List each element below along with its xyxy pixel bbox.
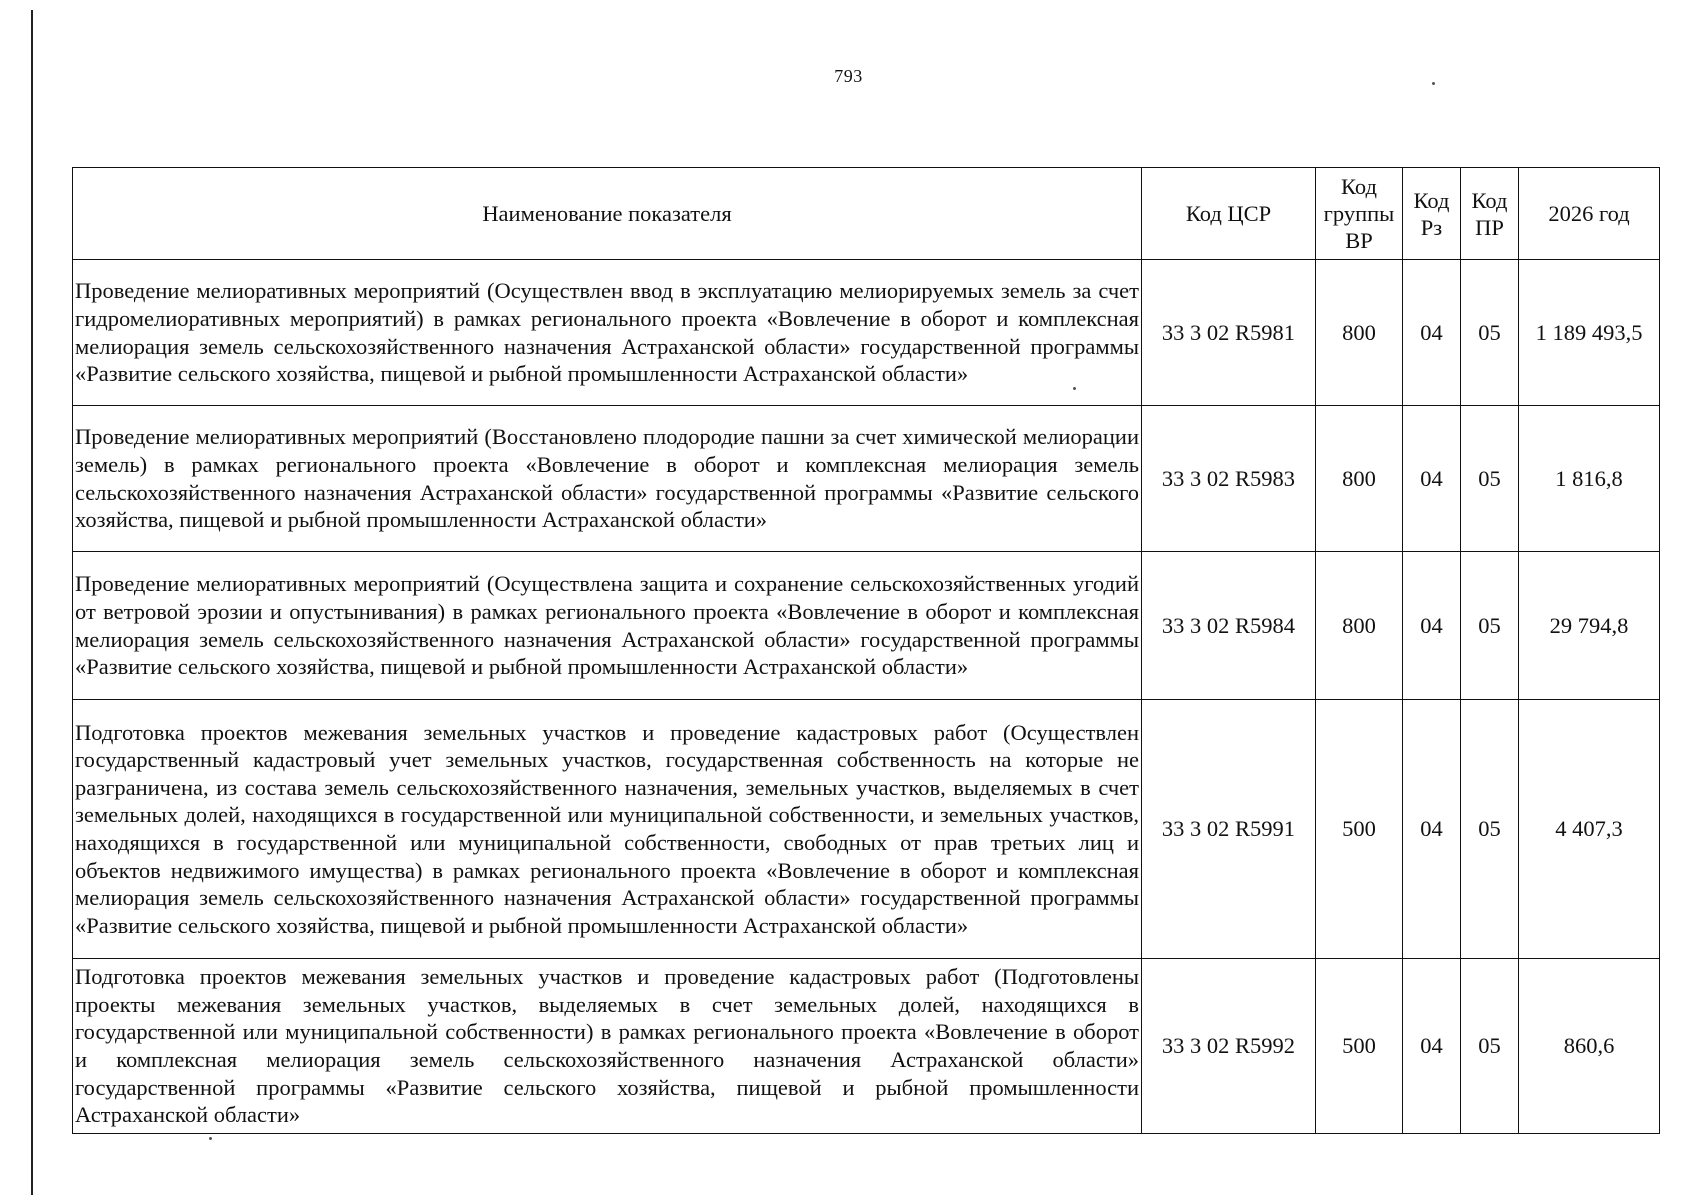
row-amount: 4 407,3 (1519, 700, 1660, 959)
header-vr-code: Код группы ВР (1316, 168, 1403, 260)
table-header-row (73, 168, 1660, 260)
table-row (73, 260, 1660, 406)
row-amount: 860,6 (1519, 959, 1660, 1134)
row-amount: 1 189 493,5 (1519, 260, 1660, 406)
row-pr-code: 05 (1461, 406, 1519, 552)
header-indicator-name: Наименование показателя (73, 168, 1142, 260)
budget-table (72, 167, 1660, 1134)
row-vr-code: 800 (1316, 260, 1403, 406)
page-number: 793 (834, 66, 863, 86)
table-row (73, 406, 1660, 552)
row-indicator-name: Проведение мелиоративных мероприятий (Осуществлен ввод в эксплуатацию мелиорируемых земель за счет гидромелиоративных мероприятий) в рамках регионального проекта «Вовлечение в оборот и комплексная мелиорация земель сельскохозяйственного назначения Астраханской области» государственной программы «Развитие сельского хозяйства, пищевой и рыбной промышленности Астраханской области» (73, 260, 1142, 406)
row-csr-code: 33 3 02 R5992 (1142, 959, 1316, 1134)
row-pr-code: 05 (1461, 260, 1519, 406)
row-rz-code: 04 (1403, 406, 1461, 552)
row-rz-code: 04 (1403, 552, 1461, 700)
scan-speck (1432, 82, 1435, 85)
scan-speck (209, 1137, 212, 1140)
row-vr-code: 500 (1316, 700, 1403, 959)
table-row (73, 700, 1660, 959)
row-indicator-name: Проведение мелиоративных мероприятий (Осуществлена защита и сохранение сельскохозяйственных угодий от ветровой эрозии и опустынивания) в рамках регионального проекта «Вовлечение в оборот и комплексная мелиорация земель сельскохозяйственного назначения Астраханской области» государственной программы «Развитие сельского хозяйства, пищевой и рыбной промышленности Астраханской области» (73, 552, 1142, 700)
header-year-2026: 2026 год (1519, 168, 1660, 260)
row-indicator-name: Подготовка проектов межевания земельных участков и проведение кадастровых работ (Осуществлен государственный кадастровый учет земельных участков, государственная собственность на которые не разграничена, из состава земель сельскохозяйственного назначения, земельных участков, выделяемых в счет земельных долей, находящихся в государственной или муниципальной собственности, и земельных участков, находящихся в государственной или муниципальной собственности, свободных от прав третьих лиц и объектов недвижимого имущества) в рамках регионального проекта «Вовлечение в оборот и комплексная мелиорация земель сельскохозяйственного назначения Астраханской области» государственной программы «Развитие сельского хозяйства, пищевой и рыбной промышленности Астраханской области» (73, 700, 1142, 959)
row-pr-code: 05 (1461, 959, 1519, 1134)
row-csr-code: 33 3 02 R5991 (1142, 700, 1316, 959)
row-indicator-name: Проведение мелиоративных мероприятий (Восстановлено плодородие пашни за счет химической мелиорации земель) в рамках регионального проекта «Вовлечение в оборот и комплексная мелиорация земель сельскохозяйственного назначения Астраханской области» государственной программы «Развитие сельского хозяйства, пищевой и рыбной промышленности Астраханской области» (73, 406, 1142, 552)
row-rz-code: 04 (1403, 959, 1461, 1134)
row-csr-code: 33 3 02 R5984 (1142, 552, 1316, 700)
header-pr-code: Код ПР (1461, 168, 1519, 260)
header-csr-code: Код ЦСР (1142, 168, 1316, 260)
table-row (73, 552, 1660, 700)
row-rz-code: 04 (1403, 260, 1461, 406)
row-amount: 1 816,8 (1519, 406, 1660, 552)
row-vr-code: 500 (1316, 959, 1403, 1134)
row-csr-code: 33 3 02 R5983 (1142, 406, 1316, 552)
header-rz-code: Код Рз (1403, 168, 1461, 260)
row-rz-code: 04 (1403, 700, 1461, 959)
row-vr-code: 800 (1316, 406, 1403, 552)
binding-margin-line (31, 10, 33, 1195)
row-pr-code: 05 (1461, 700, 1519, 959)
row-vr-code: 800 (1316, 552, 1403, 700)
row-pr-code: 05 (1461, 552, 1519, 700)
row-csr-code: 33 3 02 R5981 (1142, 260, 1316, 406)
row-amount: 29 794,8 (1519, 552, 1660, 700)
table-row (73, 959, 1660, 1134)
row-indicator-name: Подготовка проектов межевания земельных участков и проведение кадастровых работ (Подготовлены проекты межевания земельных участков, выделяемых в счет земельных долей, находящихся в государственной или муниципальной собственности) в рамках регионального проекта «Вовлечение в оборот и комплексная мелиорация земель сельскохозяйственного назначения Астраханской области» государственной программы «Развитие сельского хозяйства, пищевой и рыбной промышленности Астраханской области» (73, 959, 1142, 1134)
